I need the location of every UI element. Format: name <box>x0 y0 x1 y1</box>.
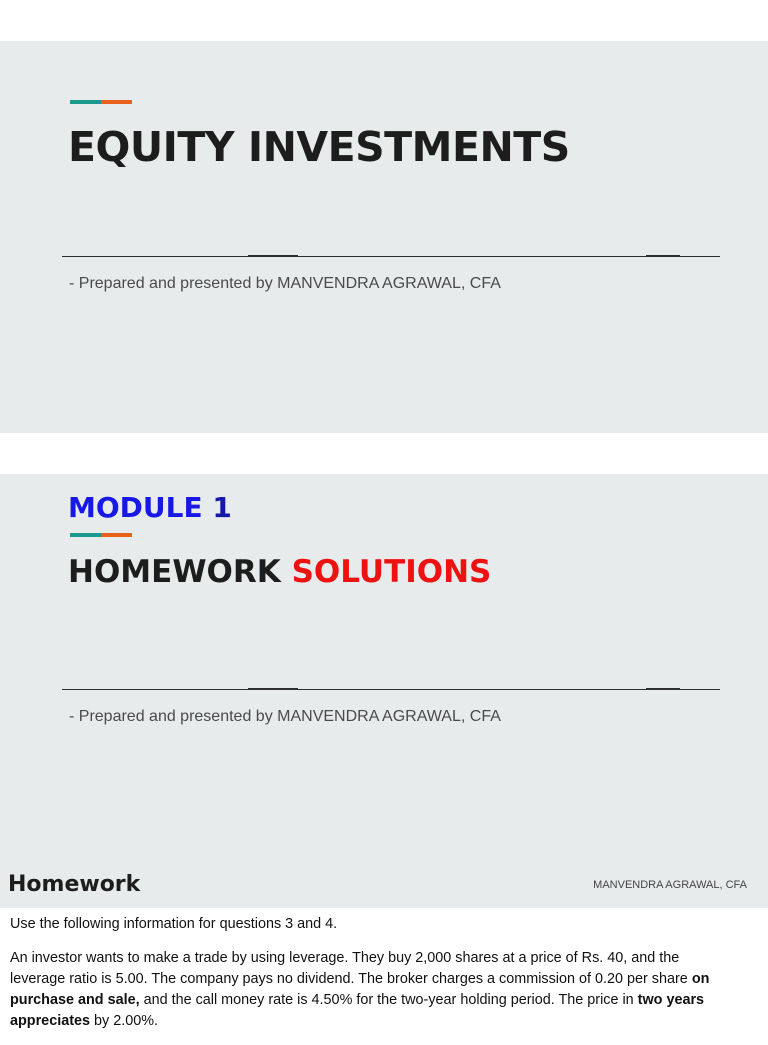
accent-bar <box>70 533 132 537</box>
module-slide <box>0 474 768 862</box>
author-label: MANVENDRA AGRAWAL, CFA <box>593 879 747 891</box>
question-bold-1: on purchase and sale, <box>10 971 710 1008</box>
question-text-1: An investor wants to make a trade by using leverage. They buy 2,000 shares at a price of Rs. 40, and the leverage ratio is 5.00. The company pays no dividend. The broker charges a commission of 0.20 per share <box>10 950 692 987</box>
module-label <box>68 491 232 524</box>
module-number: 1 <box>212 491 232 524</box>
homework-heading: Homework <box>8 872 141 897</box>
homework-slide <box>0 862 768 1029</box>
intro-text: Use the following information for questions 3 and 4. <box>10 916 338 932</box>
title-homework: HOMEWORK <box>68 554 292 590</box>
slide-title <box>68 554 491 590</box>
divider-line <box>62 689 720 690</box>
question-text-3: by 2.00%. <box>90 1013 158 1029</box>
title-slide <box>0 41 768 433</box>
presenter-byline: - Prepared and presented by MANVENDRA AGRAWAL, CFA <box>69 708 501 725</box>
title-solutions: SOLUTIONS <box>291 554 492 590</box>
presenter-byline: - Prepared and presented by MANVENDRA AGRAWAL, CFA <box>69 275 501 292</box>
question-text-2: and the call money rate is 4.50% for the two-year holding period. The price in <box>139 992 638 1008</box>
module-word: MODULE <box>68 491 213 524</box>
accent-bar <box>70 100 132 104</box>
homework-header <box>0 862 768 908</box>
slide-title: EQUITY INVESTMENTS <box>68 123 570 171</box>
question-bold-2: two years appreciates <box>10 992 705 1029</box>
divider-line <box>62 256 720 257</box>
question-paragraph <box>10 948 734 1032</box>
homework-body <box>10 914 734 1045</box>
